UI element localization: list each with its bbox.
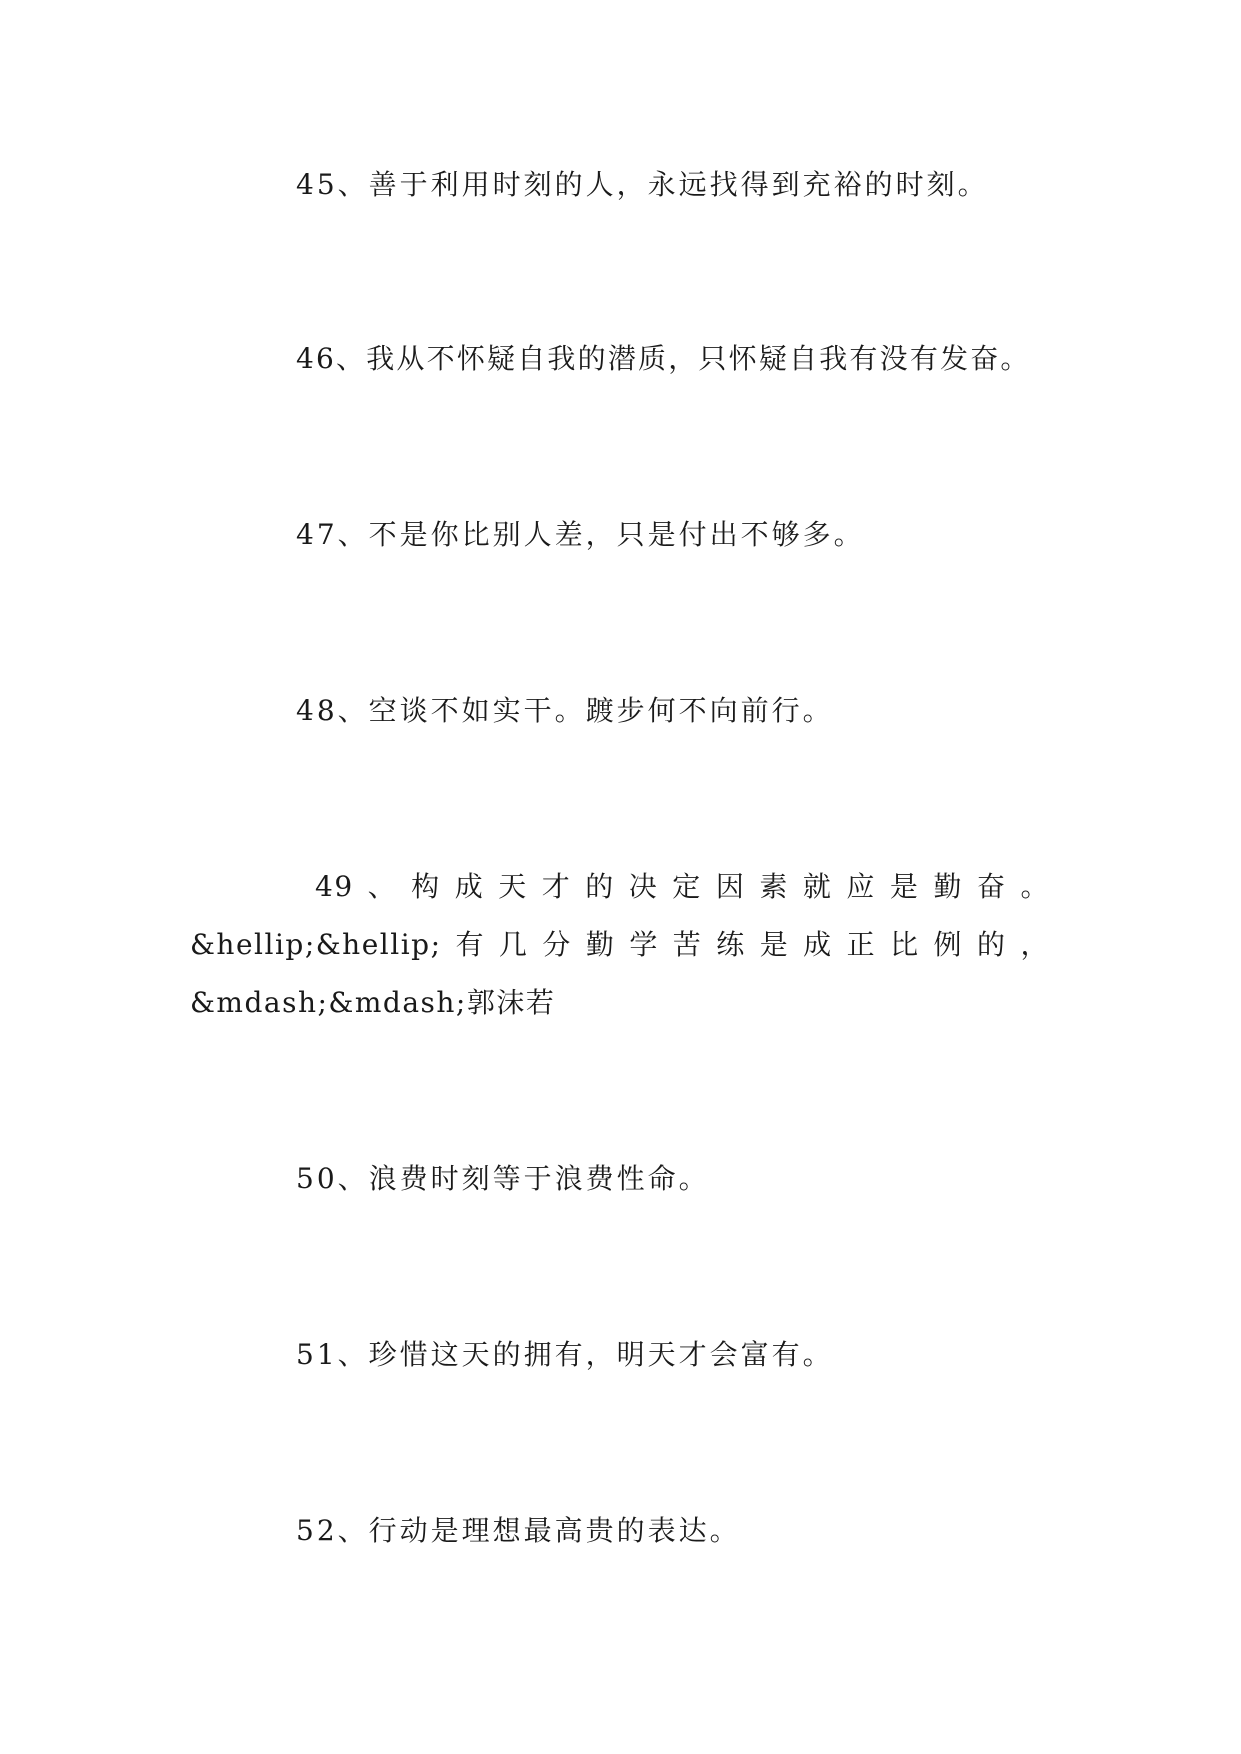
quote-paragraph-50: 50、浪费时刻等于浪费性命。 — [296, 1162, 710, 1195]
quote-paragraph-45: 45、善于利用时刻的人，永远找得到充裕的时刻。 — [296, 168, 989, 201]
quote-paragraph-52: 52、行动是理想最高贵的表达。 — [296, 1514, 741, 1547]
quote-paragraph-46: 46、我从不怀疑自我的潜质，只怀疑自我有没有发奋。 — [296, 342, 1031, 375]
quote-paragraph-49: 49、构成天才的决定因素就应是勤奋。&hellip;&hellip;有几分勤学苦练是成正比例的，&mdash;&mdash;郭沫若 — [190, 870, 1050, 1019]
quote-paragraph-48: 48、空谈不如实干。踱步何不向前行。 — [296, 694, 834, 727]
quote-paragraph-51: 51、珍惜这天的拥有，明天才会富有。 — [296, 1338, 834, 1371]
quote-paragraph-47: 47、不是你比别人差，只是付出不够多。 — [296, 518, 865, 551]
